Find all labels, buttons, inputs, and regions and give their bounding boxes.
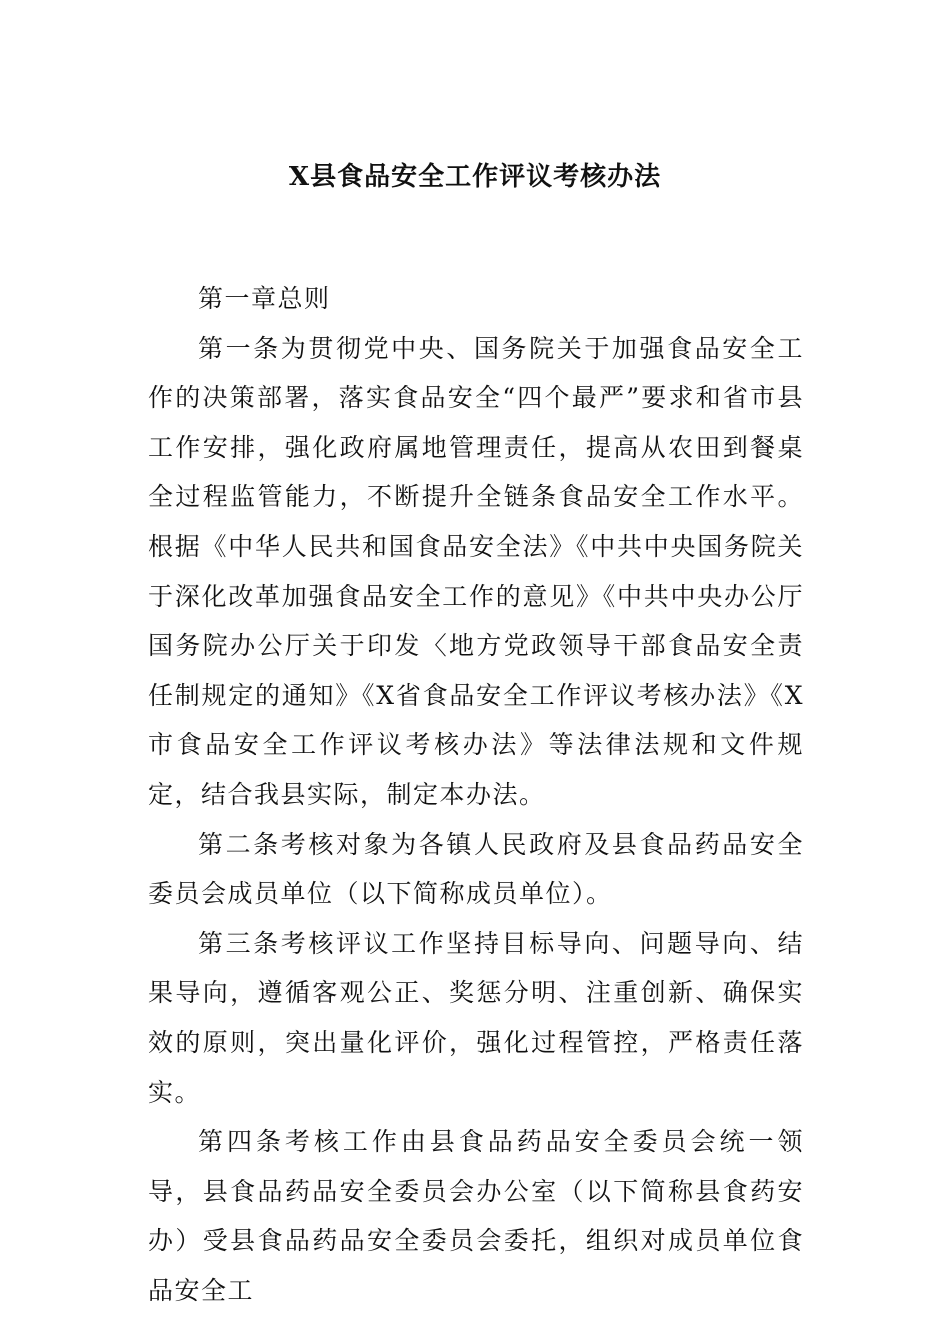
chapter-heading: 第一章总则 — [198, 284, 331, 313]
article-3-paragraph: 第三条考核评议工作坚持目标导向、问题导向、结果导向，遵循客观公正、奖惩分明、注重创新、确保实效的原则，突出量化评价，强化过程管控，严格责任落实。 — [148, 928, 804, 1107]
article-2-paragraph: 第二条考核对象为各镇人民政府及县食品药品安全委员会成员单位（以下简称成员单位）。 — [148, 829, 804, 909]
document-body — [148, 274, 804, 1315]
article-4-paragraph: 第四条考核工作由县食品药品安全委员会统一领导，县食品药品安全委员会办公室（以下简称县食药安办）受县食品药品安全委员会委托，组织对成员单位食品安全工 — [148, 1127, 804, 1305]
document-title: X县食品安全工作评议考核办法 — [288, 162, 662, 192]
article-1-paragraph: 第一条为贯彻党中央、国务院关于加强食品安全工作的决策部署，落实食品安全“四个最严”要求和省市县工作安排，强化政府属地管理责任，提高从农田到餐桌全过程监管能力，不断提升全链条食品安全工作水平。根据《中华人民共和国食品安全法》《中共中央国务院关于深化改革加强食品安全工作的意见》《中共中央办公厅国务院办公厅关于印发〈地方党政领导干部食品安全责任制规定的通知》《X省食品安全工作评议考核办法》《X市食品安全工作评议考核办法》等法律法规和文件规定，结合我县实际，制定本办法。 — [148, 333, 804, 809]
